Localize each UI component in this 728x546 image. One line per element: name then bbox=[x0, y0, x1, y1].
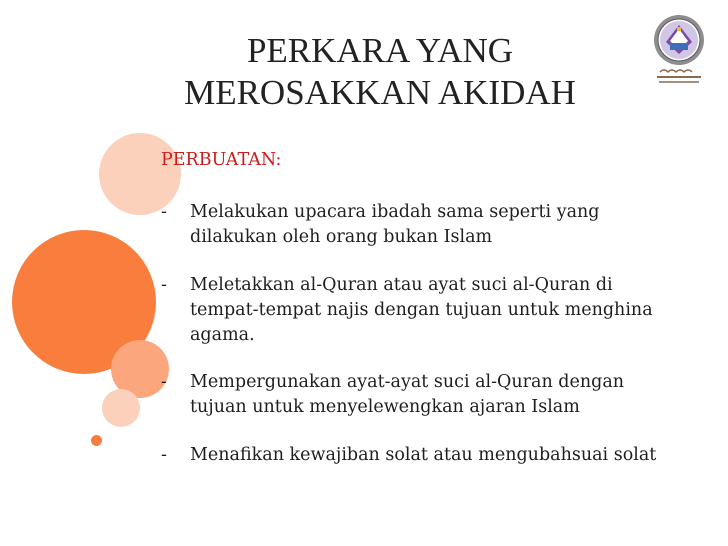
list-item bbox=[161, 443, 681, 468]
bullet-marker: - bbox=[161, 275, 167, 295]
slide-title-line1: PERKARA YANG bbox=[246, 31, 514, 70]
list-item-text: Melakukan upacara ibadah sama seperti yang dilakukan oleh orang bukan Islam bbox=[190, 202, 600, 247]
bullet-marker: - bbox=[161, 372, 167, 392]
list-item bbox=[161, 273, 681, 348]
section-label: PERBUATAN: bbox=[161, 150, 282, 170]
bullet-marker: - bbox=[161, 445, 167, 465]
list-item-text: Menafikan kewajiban solat atau mengubahsuai solat bbox=[190, 445, 657, 465]
list-item-text: Mempergunakan ayat-ayat suci al-Quran dengan tujuan untuk menyelewengkan ajaran Islam bbox=[190, 372, 625, 417]
decor-circle-pale-small bbox=[102, 389, 140, 427]
slide-title bbox=[150, 30, 610, 114]
slide-title-line2: MEROSAKKAN AKIDAH bbox=[184, 73, 576, 112]
list-item bbox=[161, 200, 681, 250]
emblem-icon bbox=[648, 10, 710, 88]
list-item bbox=[161, 370, 681, 420]
bullet-marker: - bbox=[161, 202, 167, 222]
list-item-text: Meletakkan al-Quran atau ayat suci al-Quran di tempat-tempat najis dengan tujuan untuk menghina agama. bbox=[190, 275, 653, 345]
decor-dot-orange bbox=[91, 435, 102, 446]
